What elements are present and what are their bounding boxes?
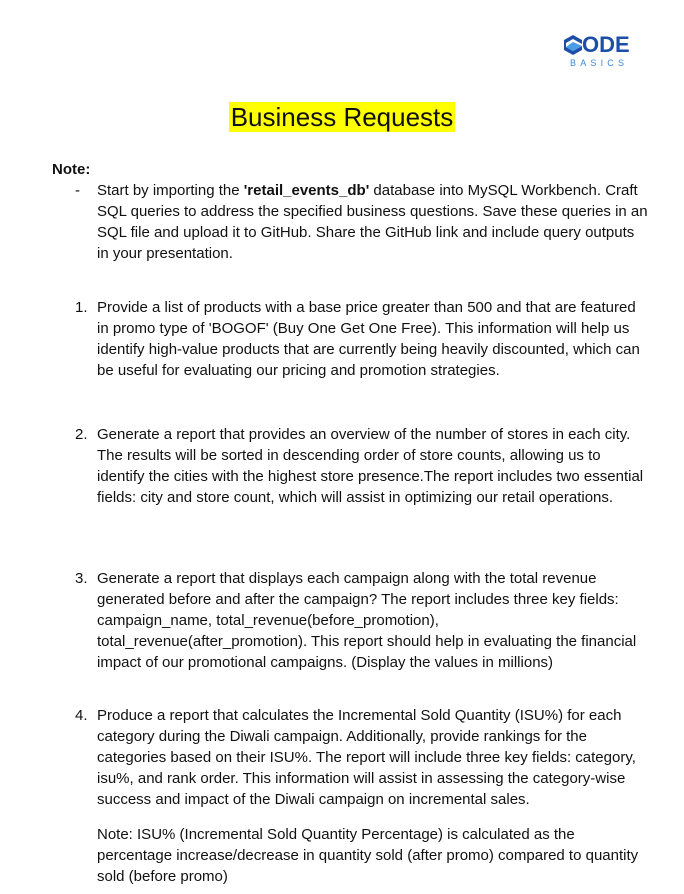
request-3 (75, 568, 650, 673)
request-number: 1. (75, 299, 88, 316)
note-label: Note: (52, 161, 91, 178)
request-4 (75, 705, 650, 887)
logo-subtext: BASICS (570, 58, 629, 68)
logo-text: ODE (582, 32, 630, 57)
request-text: Provide a list of products with a base price greater than 500 and that are featured in promo type of 'BOGOF' (Buy One Get One Free). This information will help us identify high-value products that are currently being heavily discounted, which can be useful for evaluating our pricing and promotion strategies. (97, 299, 640, 379)
bullet-dash: - (75, 182, 80, 199)
request-1 (75, 297, 650, 381)
database-name: 'retail_events_db' (243, 182, 370, 199)
cube-icon (564, 35, 582, 55)
note-text (97, 180, 650, 264)
request-number: 3. (75, 570, 88, 587)
request-number: 4. (75, 707, 88, 724)
request-text: Produce a report that calculates the Incremental Sold Quantity (ISU%) for each category during the Diwali campaign. Additionally, provide rankings for the categories based on their ISU%. The report will include three key fields: category, isu%, and rank order. This information will assist in assessing the category-wise success and impact of the Diwali campaign on incremental sales. (97, 707, 636, 808)
request-2 (75, 424, 650, 508)
codebasics-logo (564, 34, 636, 68)
note-text-pre: Start by importing the (97, 182, 244, 199)
note-text-post: database into MySQL Workbench. Craft SQL queries to address the specified business questions. Save these queries in an SQL file and upload it to GitHub. Share the GitHub link and include query outputs in your presentation. (97, 182, 648, 262)
title-text: Business Requests (230, 102, 454, 132)
request-number: 2. (75, 426, 88, 443)
note-item (75, 180, 650, 264)
request-text: Generate a report that provides an overview of the number of stores in each city. The results will be sorted in descending order of store counts, allowing us to identify the cities with the highest store presence.The report includes two essential fields: city and store count, which will assist in optimizing our retail operations. (97, 426, 644, 506)
request-note: Note: ISU% (Incremental Sold Quantity Percentage) is calculated as the percentage increase/decrease in quantity sold (after promo) compared to quantity sold (before promo) (97, 826, 639, 885)
request-text: Generate a report that displays each campaign along with the total revenue generated before and after the campaign? The report includes three key fields: campaign_name, total_revenue(before_promotion), total_revenue(after_promotion). This report should help in evaluating the financial impact of our promotional campaigns. (Display the values in millions) (97, 570, 637, 671)
page-title (0, 102, 684, 133)
